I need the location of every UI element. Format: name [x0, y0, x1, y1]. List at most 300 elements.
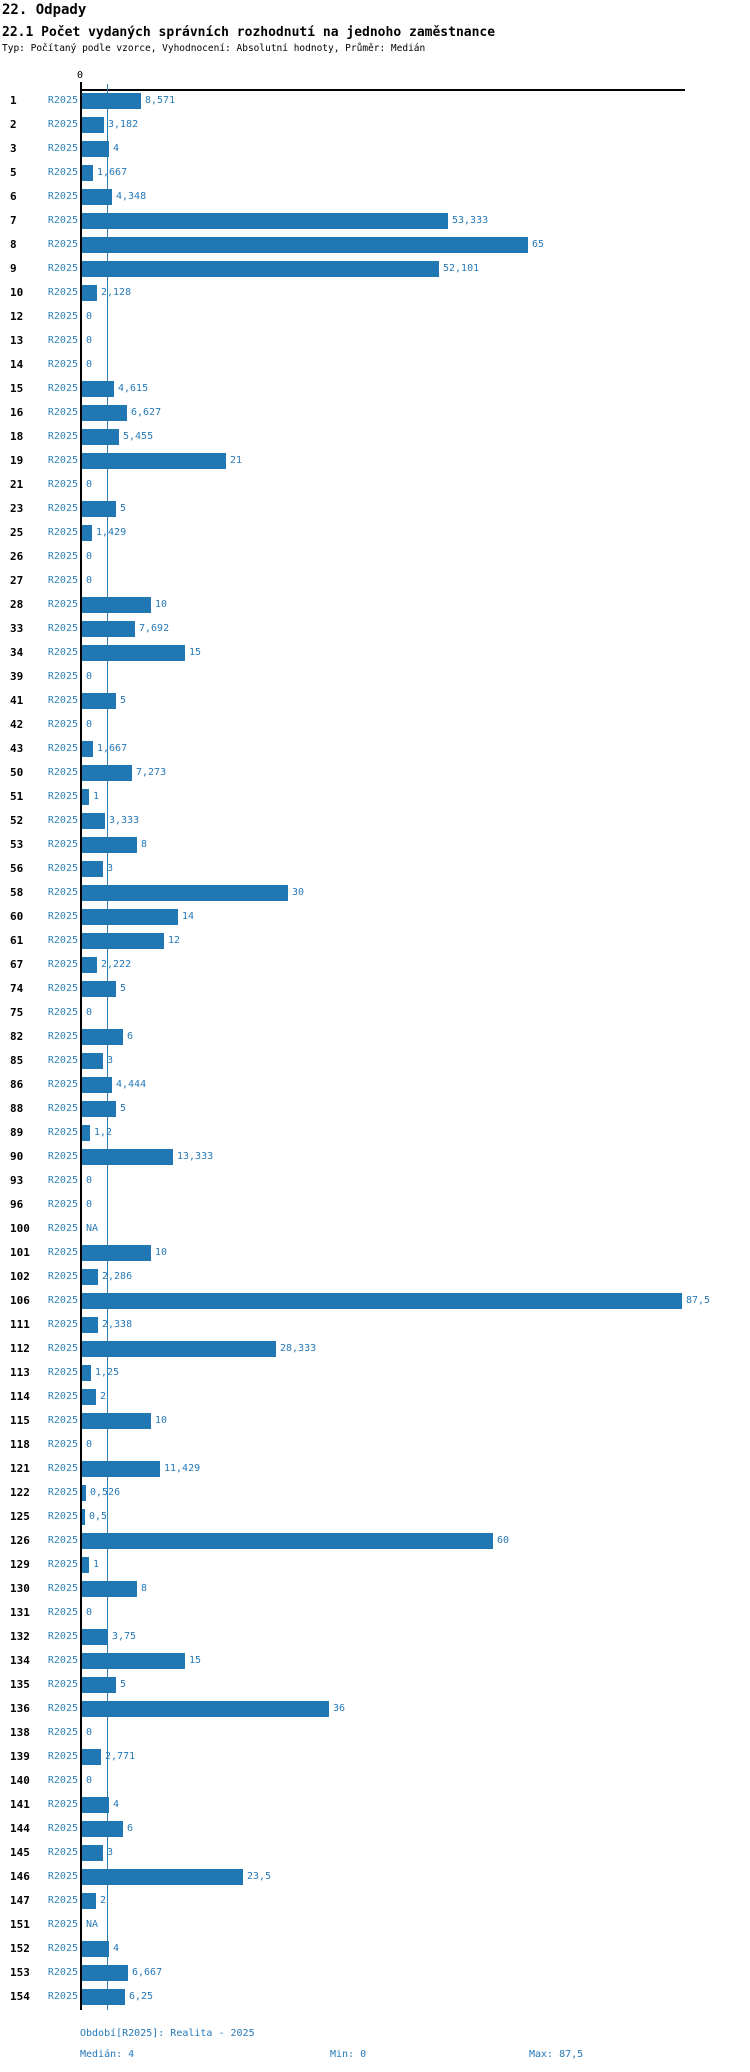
- series-label: R2025: [47, 839, 78, 850]
- row-id-label: 125: [10, 1510, 30, 1523]
- value-bar: [82, 405, 127, 421]
- row-id-label: 144: [10, 1822, 30, 1835]
- chart-row: [0, 929, 750, 953]
- value-label: 4,615: [118, 383, 149, 394]
- row-id-label: 74: [10, 982, 24, 995]
- value-bar: [82, 1821, 123, 1837]
- chart-row: [0, 569, 750, 593]
- row-id-label: 101: [10, 1246, 30, 1259]
- value-label: 60: [497, 1535, 510, 1546]
- chart-row: [0, 1265, 750, 1289]
- chart-row: [0, 233, 750, 257]
- row-id-label: 82: [10, 1030, 24, 1043]
- row-id-label: 85: [10, 1054, 24, 1067]
- value-label: NA: [86, 1223, 99, 1234]
- series-label: R2025: [47, 1079, 78, 1090]
- series-label: R2025: [47, 1295, 78, 1306]
- value-bar: [82, 1677, 116, 1693]
- value-label: 4,444: [116, 1079, 147, 1090]
- chart-row: [0, 1673, 750, 1697]
- row-id-label: 93: [10, 1174, 24, 1187]
- row-id-label: 154: [10, 1990, 30, 2003]
- series-label: R2025: [47, 1847, 78, 1858]
- value-bar: [82, 1413, 151, 1429]
- row-id-label: 114: [10, 1390, 30, 1403]
- row-id-label: 96: [10, 1198, 24, 1211]
- value-label: 0: [86, 335, 93, 346]
- value-bar: [82, 621, 135, 637]
- chart-row: [0, 521, 750, 545]
- series-label: R2025: [47, 143, 78, 154]
- row-id-label: 86: [10, 1078, 24, 1091]
- series-label: R2025: [47, 1511, 78, 1522]
- value-bar: [82, 189, 112, 205]
- series-label: R2025: [47, 695, 78, 706]
- series-label: R2025: [47, 1823, 78, 1834]
- series-label: R2025: [47, 791, 78, 802]
- value-bar: [82, 525, 92, 541]
- value-bar: [82, 1869, 243, 1885]
- value-bar: [82, 1797, 109, 1813]
- series-label: R2025: [47, 455, 78, 466]
- value-label: 6,627: [131, 407, 162, 418]
- value-label: 1,429: [96, 527, 127, 538]
- series-label: R2025: [47, 1727, 78, 1738]
- row-id-label: 52: [10, 814, 24, 827]
- value-label: 2: [100, 1391, 107, 1402]
- value-bar: [82, 1629, 108, 1645]
- value-label: 4: [113, 1799, 120, 1810]
- value-label: 12: [168, 935, 181, 946]
- series-label: R2025: [47, 1775, 78, 1786]
- row-id-label: 1: [10, 94, 17, 107]
- chart-row: [0, 281, 750, 305]
- value-bar: [82, 1653, 185, 1669]
- chart-row: [0, 905, 750, 929]
- row-id-label: 53: [10, 838, 24, 851]
- value-label: 0: [86, 575, 93, 586]
- value-bar: [82, 693, 116, 709]
- row-id-label: 26: [10, 550, 24, 563]
- series-label: R2025: [47, 623, 78, 634]
- value-bar: [82, 237, 528, 253]
- value-bar: [82, 381, 114, 397]
- chart-row: [0, 1409, 750, 1433]
- series-label: R2025: [47, 743, 78, 754]
- series-label: R2025: [47, 1175, 78, 1186]
- value-bar: [82, 1749, 101, 1765]
- value-label: 8: [141, 839, 148, 850]
- series-label: R2025: [47, 383, 78, 394]
- value-label: 1,2: [94, 1127, 113, 1138]
- series-label: R2025: [47, 959, 78, 970]
- chart-row: [0, 1337, 750, 1361]
- series-label: R2025: [47, 1583, 78, 1594]
- value-label: 11,429: [164, 1463, 201, 1474]
- value-bar: [82, 1389, 96, 1405]
- series-label: R2025: [47, 575, 78, 586]
- value-label: 3: [107, 863, 114, 874]
- footer-min: Min: 0: [330, 2049, 367, 2060]
- series-label: R2025: [47, 1463, 78, 1474]
- series-label: R2025: [47, 239, 78, 250]
- series-label: R2025: [47, 167, 78, 178]
- series-label: R2025: [47, 407, 78, 418]
- chart-row: [0, 1169, 750, 1193]
- chart-row: [0, 1913, 750, 1937]
- chart-row: [0, 329, 750, 353]
- chart-row: [0, 1049, 750, 1073]
- chart-row: [0, 497, 750, 521]
- value-bar: [82, 501, 116, 517]
- value-bar: [82, 261, 439, 277]
- value-label: 0: [86, 311, 93, 322]
- value-label: 10: [155, 1247, 168, 1258]
- value-bar: [82, 813, 105, 829]
- series-label: R2025: [47, 1895, 78, 1906]
- chart-row: [0, 1145, 750, 1169]
- row-id-label: 67: [10, 958, 24, 971]
- value-label: 1: [93, 791, 100, 802]
- series-label: R2025: [47, 1247, 78, 1258]
- chart-row: [0, 377, 750, 401]
- chart-row: [0, 1121, 750, 1145]
- series-label: R2025: [47, 1367, 78, 1378]
- value-label: 21: [230, 455, 243, 466]
- chart-row: [0, 953, 750, 977]
- series-label: R2025: [47, 1319, 78, 1330]
- row-id-label: 51: [10, 790, 24, 803]
- value-label: 3: [107, 1847, 114, 1858]
- row-id-label: 131: [10, 1606, 30, 1619]
- series-label: R2025: [47, 503, 78, 514]
- chart-row: [0, 1961, 750, 1985]
- series-label: R2025: [47, 1343, 78, 1354]
- row-id-label: 126: [10, 1534, 30, 1547]
- series-label: R2025: [47, 1919, 78, 1930]
- chart-row: [0, 185, 750, 209]
- series-label: R2025: [47, 119, 78, 130]
- row-id-label: 138: [10, 1726, 30, 1739]
- row-id-label: 14: [10, 358, 24, 371]
- chart-row: [0, 1481, 750, 1505]
- row-id-label: 61: [10, 934, 24, 947]
- series-label: R2025: [47, 1943, 78, 1954]
- value-label: 1,667: [97, 743, 128, 754]
- row-id-label: 6: [10, 190, 17, 203]
- series-label: R2025: [47, 1487, 78, 1498]
- value-bar: [82, 1533, 493, 1549]
- row-id-label: 75: [10, 1006, 24, 1019]
- chart-row: [0, 1577, 750, 1601]
- chart-row: [0, 617, 750, 641]
- chart-row: [0, 737, 750, 761]
- value-label: 30: [292, 887, 305, 898]
- value-bar: [82, 1029, 123, 1045]
- series-label: R2025: [47, 1127, 78, 1138]
- value-label: 15: [189, 647, 202, 658]
- value-bar: [82, 1941, 109, 1957]
- chart-row: [0, 1769, 750, 1793]
- row-id-label: 112: [10, 1342, 30, 1355]
- row-id-label: 145: [10, 1846, 30, 1859]
- value-bar: [82, 165, 93, 181]
- series-label: R2025: [47, 1991, 78, 2002]
- axis-zero-label: 0: [77, 70, 84, 81]
- chart-row: [0, 425, 750, 449]
- row-id-label: 42: [10, 718, 24, 731]
- chart-row: [0, 713, 750, 737]
- value-label: 0: [86, 1007, 93, 1018]
- value-label: 36: [333, 1703, 346, 1714]
- chart-row: [0, 137, 750, 161]
- series-label: R2025: [47, 767, 78, 778]
- row-id-label: 141: [10, 1798, 30, 1811]
- value-label: 10: [155, 599, 168, 610]
- value-label: 3,75: [112, 1631, 137, 1642]
- value-bar: [82, 1365, 91, 1381]
- row-id-label: 2: [10, 118, 17, 131]
- row-id-label: 88: [10, 1102, 24, 1115]
- chart-title: 22.1 Počet vydaných správních rozhodnutí na jednoho zaměstnance: [2, 25, 496, 40]
- chart-row: [0, 1457, 750, 1481]
- chart-row: [0, 1361, 750, 1385]
- chart-row: [0, 161, 750, 185]
- row-id-label: 12: [10, 310, 24, 323]
- chart-row: [0, 257, 750, 281]
- value-bar: [82, 765, 132, 781]
- chart-row: [0, 113, 750, 137]
- value-bar: [82, 1461, 160, 1477]
- chart-subtitle: Typ: Počítaný podle vzorce, Vyhodnocení: Absolutní hodnoty, Průměr: Medián: [2, 43, 426, 54]
- chart-row: [0, 1841, 750, 1865]
- row-id-label: 27: [10, 574, 24, 587]
- row-id-label: 50: [10, 766, 24, 779]
- series-label: R2025: [47, 1199, 78, 1210]
- value-bar: [82, 1989, 125, 2005]
- value-label: 2,222: [101, 959, 132, 970]
- chart-row: [0, 1217, 750, 1241]
- value-label: 0: [86, 479, 93, 490]
- series-label: R2025: [47, 1559, 78, 1570]
- series-label: R2025: [47, 1703, 78, 1714]
- footer-period: Období[R2025]: Realita - 2025: [80, 2028, 255, 2039]
- value-bar: [82, 981, 116, 997]
- chart-row: [0, 1793, 750, 1817]
- row-id-label: 122: [10, 1486, 30, 1499]
- series-label: R2025: [47, 287, 78, 298]
- value-label: 0: [86, 359, 93, 370]
- chart-row: [0, 977, 750, 1001]
- row-id-label: 115: [10, 1414, 30, 1427]
- chart-row: [0, 1601, 750, 1625]
- value-label: 4: [113, 1943, 120, 1954]
- row-id-label: 19: [10, 454, 24, 467]
- value-bar: [82, 453, 226, 469]
- value-label: 7,273: [136, 767, 167, 778]
- row-id-label: 16: [10, 406, 24, 419]
- value-bar: [82, 1701, 329, 1717]
- series-label: R2025: [47, 191, 78, 202]
- chart-row: [0, 1505, 750, 1529]
- value-label: 0: [86, 1175, 93, 1186]
- value-bar: [82, 933, 164, 949]
- series-label: R2025: [47, 1535, 78, 1546]
- value-label: 5: [120, 695, 127, 706]
- series-label: R2025: [47, 95, 78, 106]
- value-label: 8: [141, 1583, 148, 1594]
- value-label: 2,128: [101, 287, 132, 298]
- chart-row: [0, 473, 750, 497]
- value-label: 8,571: [145, 95, 176, 106]
- chart-row: [0, 761, 750, 785]
- section-title: 22. Odpady: [2, 2, 87, 18]
- value-label: 2,338: [102, 1319, 133, 1330]
- value-label: 0: [86, 1607, 93, 1618]
- row-id-label: 102: [10, 1270, 30, 1283]
- row-id-label: 21: [10, 478, 24, 491]
- footer-median: Medián: 4: [80, 2049, 135, 2060]
- value-label: 10: [155, 1415, 168, 1426]
- series-label: R2025: [47, 599, 78, 610]
- series-label: R2025: [47, 1631, 78, 1642]
- chart-row: [0, 545, 750, 569]
- row-id-label: 136: [10, 1702, 30, 1715]
- series-label: R2025: [47, 815, 78, 826]
- series-label: R2025: [47, 1751, 78, 1762]
- row-id-label: 139: [10, 1750, 30, 1763]
- series-label: R2025: [47, 1103, 78, 1114]
- row-id-label: 146: [10, 1870, 30, 1883]
- value-bar: [82, 1965, 128, 1981]
- value-label: 5: [120, 503, 127, 514]
- value-label: 23,5: [247, 1871, 272, 1882]
- value-bar: [82, 597, 151, 613]
- row-id-label: 3: [10, 142, 17, 155]
- series-label: R2025: [47, 215, 78, 226]
- row-id-label: 34: [10, 646, 24, 659]
- value-label: 14: [182, 911, 195, 922]
- value-bar: [82, 909, 178, 925]
- series-label: R2025: [47, 1655, 78, 1666]
- row-id-label: 56: [10, 862, 24, 875]
- value-bar: [82, 1269, 98, 1285]
- value-label: 5: [120, 983, 127, 994]
- value-label: 0,5: [89, 1511, 108, 1522]
- series-label: R2025: [47, 359, 78, 370]
- chart-row: [0, 785, 750, 809]
- value-bar: [82, 1053, 103, 1069]
- chart-row: [0, 641, 750, 665]
- chart-row: [0, 1697, 750, 1721]
- chart-row: [0, 1193, 750, 1217]
- value-label: 65: [532, 239, 545, 250]
- series-label: R2025: [47, 1031, 78, 1042]
- series-label: R2025: [47, 1223, 78, 1234]
- chart-row: [0, 1433, 750, 1457]
- value-bar: [82, 645, 185, 661]
- series-label: R2025: [47, 1415, 78, 1426]
- value-label: 4,348: [116, 191, 147, 202]
- series-label: R2025: [47, 1679, 78, 1690]
- value-label: 0: [86, 671, 93, 682]
- value-label: 2,771: [105, 1751, 136, 1762]
- chart-row: [0, 857, 750, 881]
- value-bar: [82, 957, 97, 973]
- row-id-label: 58: [10, 886, 24, 899]
- series-label: R2025: [47, 527, 78, 538]
- value-label: NA: [86, 1919, 99, 1930]
- chart-row: [0, 1073, 750, 1097]
- value-bar: [82, 1317, 98, 1333]
- value-bar: [82, 1581, 137, 1597]
- value-bar: [82, 213, 448, 229]
- row-id-label: 135: [10, 1678, 30, 1691]
- series-label: R2025: [47, 1967, 78, 1978]
- series-label: R2025: [47, 431, 78, 442]
- value-bar: [82, 1557, 89, 1573]
- value-bar: [82, 285, 97, 301]
- row-id-label: 5: [10, 166, 17, 179]
- series-label: R2025: [47, 863, 78, 874]
- series-label: R2025: [47, 1007, 78, 1018]
- row-id-label: 106: [10, 1294, 30, 1307]
- row-id-label: 23: [10, 502, 24, 515]
- value-label: 5: [120, 1103, 127, 1114]
- value-bar: [82, 1245, 151, 1261]
- value-label: 5,455: [123, 431, 154, 442]
- chart-row: [0, 1025, 750, 1049]
- row-id-label: 113: [10, 1366, 30, 1379]
- row-id-label: 121: [10, 1462, 30, 1475]
- row-id-label: 89: [10, 1126, 24, 1139]
- series-label: R2025: [47, 719, 78, 730]
- chart-row: [0, 1865, 750, 1889]
- row-id-label: 134: [10, 1654, 30, 1667]
- value-label: 0: [86, 1199, 93, 1210]
- value-label: 13,333: [177, 1151, 214, 1162]
- row-id-label: 39: [10, 670, 24, 683]
- series-label: R2025: [47, 1607, 78, 1618]
- chart-row: [0, 665, 750, 689]
- value-label: 0: [86, 1727, 93, 1738]
- chart-row: [0, 1721, 750, 1745]
- value-bar: [82, 1341, 276, 1357]
- row-id-label: 13: [10, 334, 24, 347]
- series-label: R2025: [47, 647, 78, 658]
- value-bar: [82, 789, 89, 805]
- value-bar: [82, 741, 93, 757]
- series-label: R2025: [47, 887, 78, 898]
- series-label: R2025: [47, 1271, 78, 1282]
- chart-row: [0, 689, 750, 713]
- row-id-label: 152: [10, 1942, 30, 1955]
- value-label: 52,101: [443, 263, 480, 274]
- row-id-label: 140: [10, 1774, 30, 1787]
- value-label: 3: [107, 1055, 114, 1066]
- value-bar: [82, 1077, 112, 1093]
- value-bar: [82, 141, 109, 157]
- value-bar: [82, 1485, 86, 1501]
- row-id-label: 9: [10, 262, 17, 275]
- chart-row: [0, 833, 750, 857]
- chart-row: [0, 1097, 750, 1121]
- chart-row: [0, 401, 750, 425]
- chart-row: [0, 89, 750, 113]
- series-label: R2025: [47, 1055, 78, 1066]
- value-bar: [82, 1893, 96, 1909]
- row-id-label: 10: [10, 286, 24, 299]
